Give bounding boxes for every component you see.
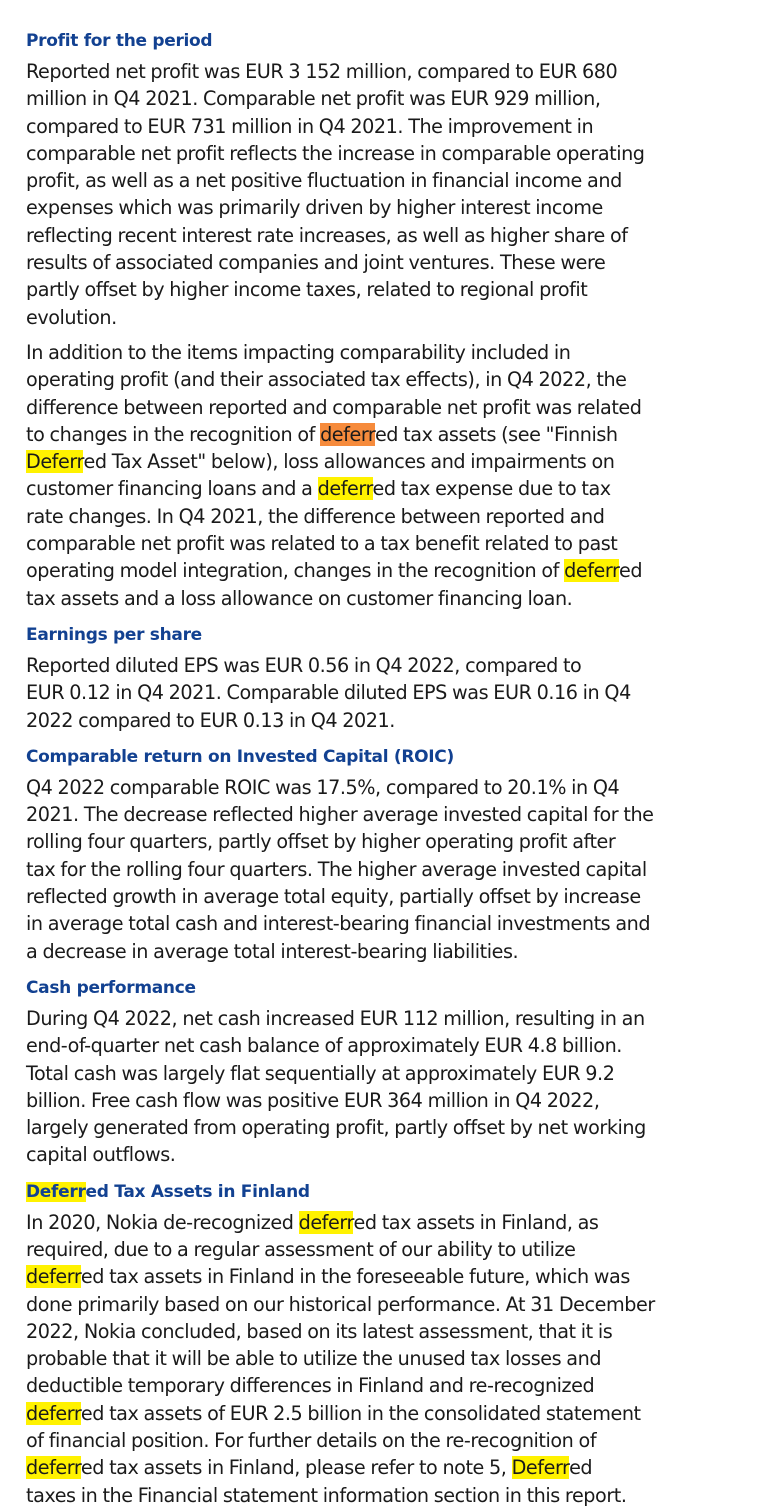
text-line	[26, 652, 738, 679]
heading-roic: Comparable return on Invested Capital (ROIC)	[26, 746, 454, 767]
text-line	[26, 194, 738, 221]
text-run: ed tax assets of EUR 2.5 billion in the consolidated statement	[80, 1401, 641, 1425]
text-run: done primarily based on our historical performance. At 31 December	[26, 1292, 655, 1316]
text-line	[26, 339, 738, 366]
search-highlight: deferr	[26, 1456, 81, 1480]
text-run: a decrease in average total interest-bearing liabilities.	[26, 939, 519, 963]
search-highlight: deferr	[298, 1210, 354, 1234]
text-run: largely generated from operating profit, partly offset by net working	[26, 1116, 646, 1140]
text-run: EUR 0.12 in Q4 2021. Comparable diluted EPS was EUR 0.16 in Q4	[26, 681, 631, 705]
text-line	[26, 85, 738, 112]
text-run: capital outflows.	[26, 1143, 176, 1167]
paragraph-eps	[26, 652, 738, 734]
text-line	[26, 707, 738, 734]
heading-earnings-per-share: Earnings per share	[26, 624, 202, 645]
text-run: ed Tax Asset" below), loss allowances and impairments on	[83, 450, 615, 474]
paragraph-profit-1	[26, 58, 738, 331]
text-line	[26, 1372, 738, 1399]
text-run: ed Tax Assets in Finland	[85, 1181, 310, 1202]
search-highlight: deferr	[26, 1265, 81, 1289]
text-run: in average total cash and interest-bearing financial investments and	[26, 912, 651, 936]
text-line	[26, 1291, 738, 1318]
text-line	[26, 167, 738, 194]
text-run: million in Q4 2021. Comparable net profit was EUR 929 million,	[26, 87, 601, 111]
search-highlight: Deferr	[26, 450, 84, 474]
text-line	[26, 113, 738, 140]
text-run: to changes in the recognition of	[26, 422, 321, 446]
text-run: results of associated companies and joint ventures. These were	[26, 251, 606, 275]
text-run: reflecting recent interest rate increases, as well as higher share of	[26, 223, 628, 247]
search-highlight: deferr	[26, 1401, 81, 1425]
text-run: taxes in the Financial statement information section in this report.	[26, 1483, 627, 1507]
text-line	[26, 222, 738, 249]
text-line	[26, 304, 738, 331]
text-run: comparable net profit was related to a tax benefit related to past	[26, 532, 618, 556]
text-line	[26, 801, 738, 828]
text-line	[26, 530, 738, 557]
text-run: Reported net profit was EUR 3 152 million, compared to EUR 680	[26, 60, 618, 83]
text-run: ed tax assets (see "Finnish	[374, 422, 618, 446]
search-highlight: Deferr	[511, 1456, 570, 1480]
text-line	[26, 249, 738, 276]
text-run: evolution.	[26, 305, 117, 329]
text-line	[26, 503, 738, 530]
text-line	[26, 1427, 738, 1454]
text-run: In 2020, Nokia de-recognized	[26, 1210, 299, 1234]
text-run: ed tax expense due to tax	[372, 477, 611, 501]
text-run: Total cash was largely flat sequentially at approximately EUR 9.2	[26, 1061, 615, 1085]
text-line	[26, 1209, 738, 1236]
text-line	[26, 276, 738, 303]
text-run: end-of-quarter net cash balance of approximately EUR 4.8 billion.	[26, 1034, 622, 1058]
paragraph-roic	[26, 774, 738, 965]
text-line	[26, 774, 738, 801]
text-run: In addition to the items impacting comparability included in	[26, 340, 571, 364]
text-run: operating profit (and their associated tax effects), in Q4 2022, the	[26, 368, 627, 392]
text-line	[26, 1318, 738, 1345]
text-line	[26, 883, 738, 910]
text-run: operating model integration, changes in the recognition of	[26, 559, 565, 583]
text-run: of financial position. For further details on the re-recognition of	[26, 1429, 597, 1453]
text-line	[26, 1141, 738, 1168]
text-run: compared to EUR 731 million in Q4 2021. The improvement in	[26, 114, 594, 138]
text-run: Q4 2022 comparable ROIC was 17.5%, compared to 20.1% in Q4	[26, 775, 620, 799]
text-run: Reported diluted EPS was EUR 0.56 in Q4 2022, compared to	[26, 653, 582, 677]
text-run: deductible temporary differences in Finland and re-recognized	[26, 1374, 595, 1398]
text-run: ed tax assets in Finland, please refer to note 5,	[80, 1456, 512, 1480]
paragraph-deferred-tax-assets	[26, 1209, 738, 1509]
text-line	[26, 910, 738, 937]
text-line	[26, 1454, 738, 1481]
text-line	[26, 1236, 738, 1263]
current-search-highlight: deferr	[320, 422, 375, 446]
text-run: rate changes. In Q4 2021, the difference between reported and	[26, 504, 605, 528]
text-run: 2022, Nokia concluded, based on its latest assessment, that it is	[26, 1319, 613, 1343]
text-run: tax for the rolling four quarters. The higher average invested capital	[26, 857, 647, 881]
text-run: probable that it will be able to utilize the unused tax losses and	[26, 1347, 602, 1371]
text-run: tax assets and a loss allowance on customer financing loan.	[26, 586, 573, 610]
text-line	[26, 421, 738, 448]
text-run: 2021. The decrease reflected higher average invested capital for the	[26, 803, 654, 827]
text-run: ed tax assets in Finland in the foreseeable future, which was	[80, 1265, 630, 1289]
text-line	[26, 1032, 738, 1059]
text-line	[26, 366, 738, 393]
heading-cash-performance: Cash performance	[26, 977, 196, 998]
paragraph-cash	[26, 1005, 738, 1169]
search-highlight: deferr	[564, 559, 619, 583]
text-line	[26, 1263, 738, 1290]
text-line	[26, 1060, 738, 1087]
text-run: profit, as well as a net positive fluctuation in financial income and	[26, 169, 622, 193]
heading-profit-for-the-period: Profit for the period	[26, 31, 213, 51]
search-highlight: deferr	[317, 477, 373, 501]
search-highlight: Deferr	[26, 1181, 86, 1202]
text-line	[26, 1482, 738, 1509]
text-run: customer financing loans and a	[26, 477, 318, 501]
text-line	[26, 828, 738, 855]
text-line	[26, 679, 738, 706]
text-line	[26, 140, 738, 167]
paragraph-profit-2	[26, 339, 738, 612]
text-run: ed tax assets in Finland, as	[353, 1210, 599, 1234]
text-line	[26, 1114, 738, 1141]
text-run: During Q4 2022, net cash increased EUR 112 million, resulting in an	[26, 1006, 645, 1030]
text-run: reflected growth in average total equity, partially offset by increase	[26, 885, 641, 909]
text-line	[26, 394, 738, 421]
document-page	[26, 28, 738, 1509]
text-line	[26, 938, 738, 965]
text-run: partly offset by higher income taxes, related to regional profit	[26, 278, 588, 302]
text-run: expenses which was primarily driven by higher interest income	[26, 196, 603, 220]
text-line	[26, 448, 738, 475]
text-line	[26, 1345, 738, 1372]
text-line	[26, 856, 738, 883]
text-line	[26, 585, 738, 612]
text-run: billion. Free cash flow was positive EUR 364 million in Q4 2022,	[26, 1088, 600, 1112]
text-run: comparable net profit reflects the increase in comparable operating	[26, 141, 645, 165]
text-line	[26, 475, 738, 502]
text-run: ed	[569, 1456, 593, 1480]
text-line	[26, 58, 738, 85]
text-line	[26, 1087, 738, 1114]
text-line	[26, 1005, 738, 1032]
text-run: difference between reported and comparable net profit was related	[26, 395, 642, 419]
text-run: required, due to a regular assessment of our ability to utilize	[26, 1237, 576, 1261]
text-line	[26, 557, 738, 584]
text-run: ed	[619, 559, 643, 583]
text-run: rolling four quarters, partly offset by higher operating profit after	[26, 830, 616, 854]
text-line	[26, 1400, 738, 1427]
heading-deferred-tax-assets	[26, 1179, 738, 1205]
text-run: 2022 compared to EUR 0.13 in Q4 2021.	[26, 708, 395, 732]
